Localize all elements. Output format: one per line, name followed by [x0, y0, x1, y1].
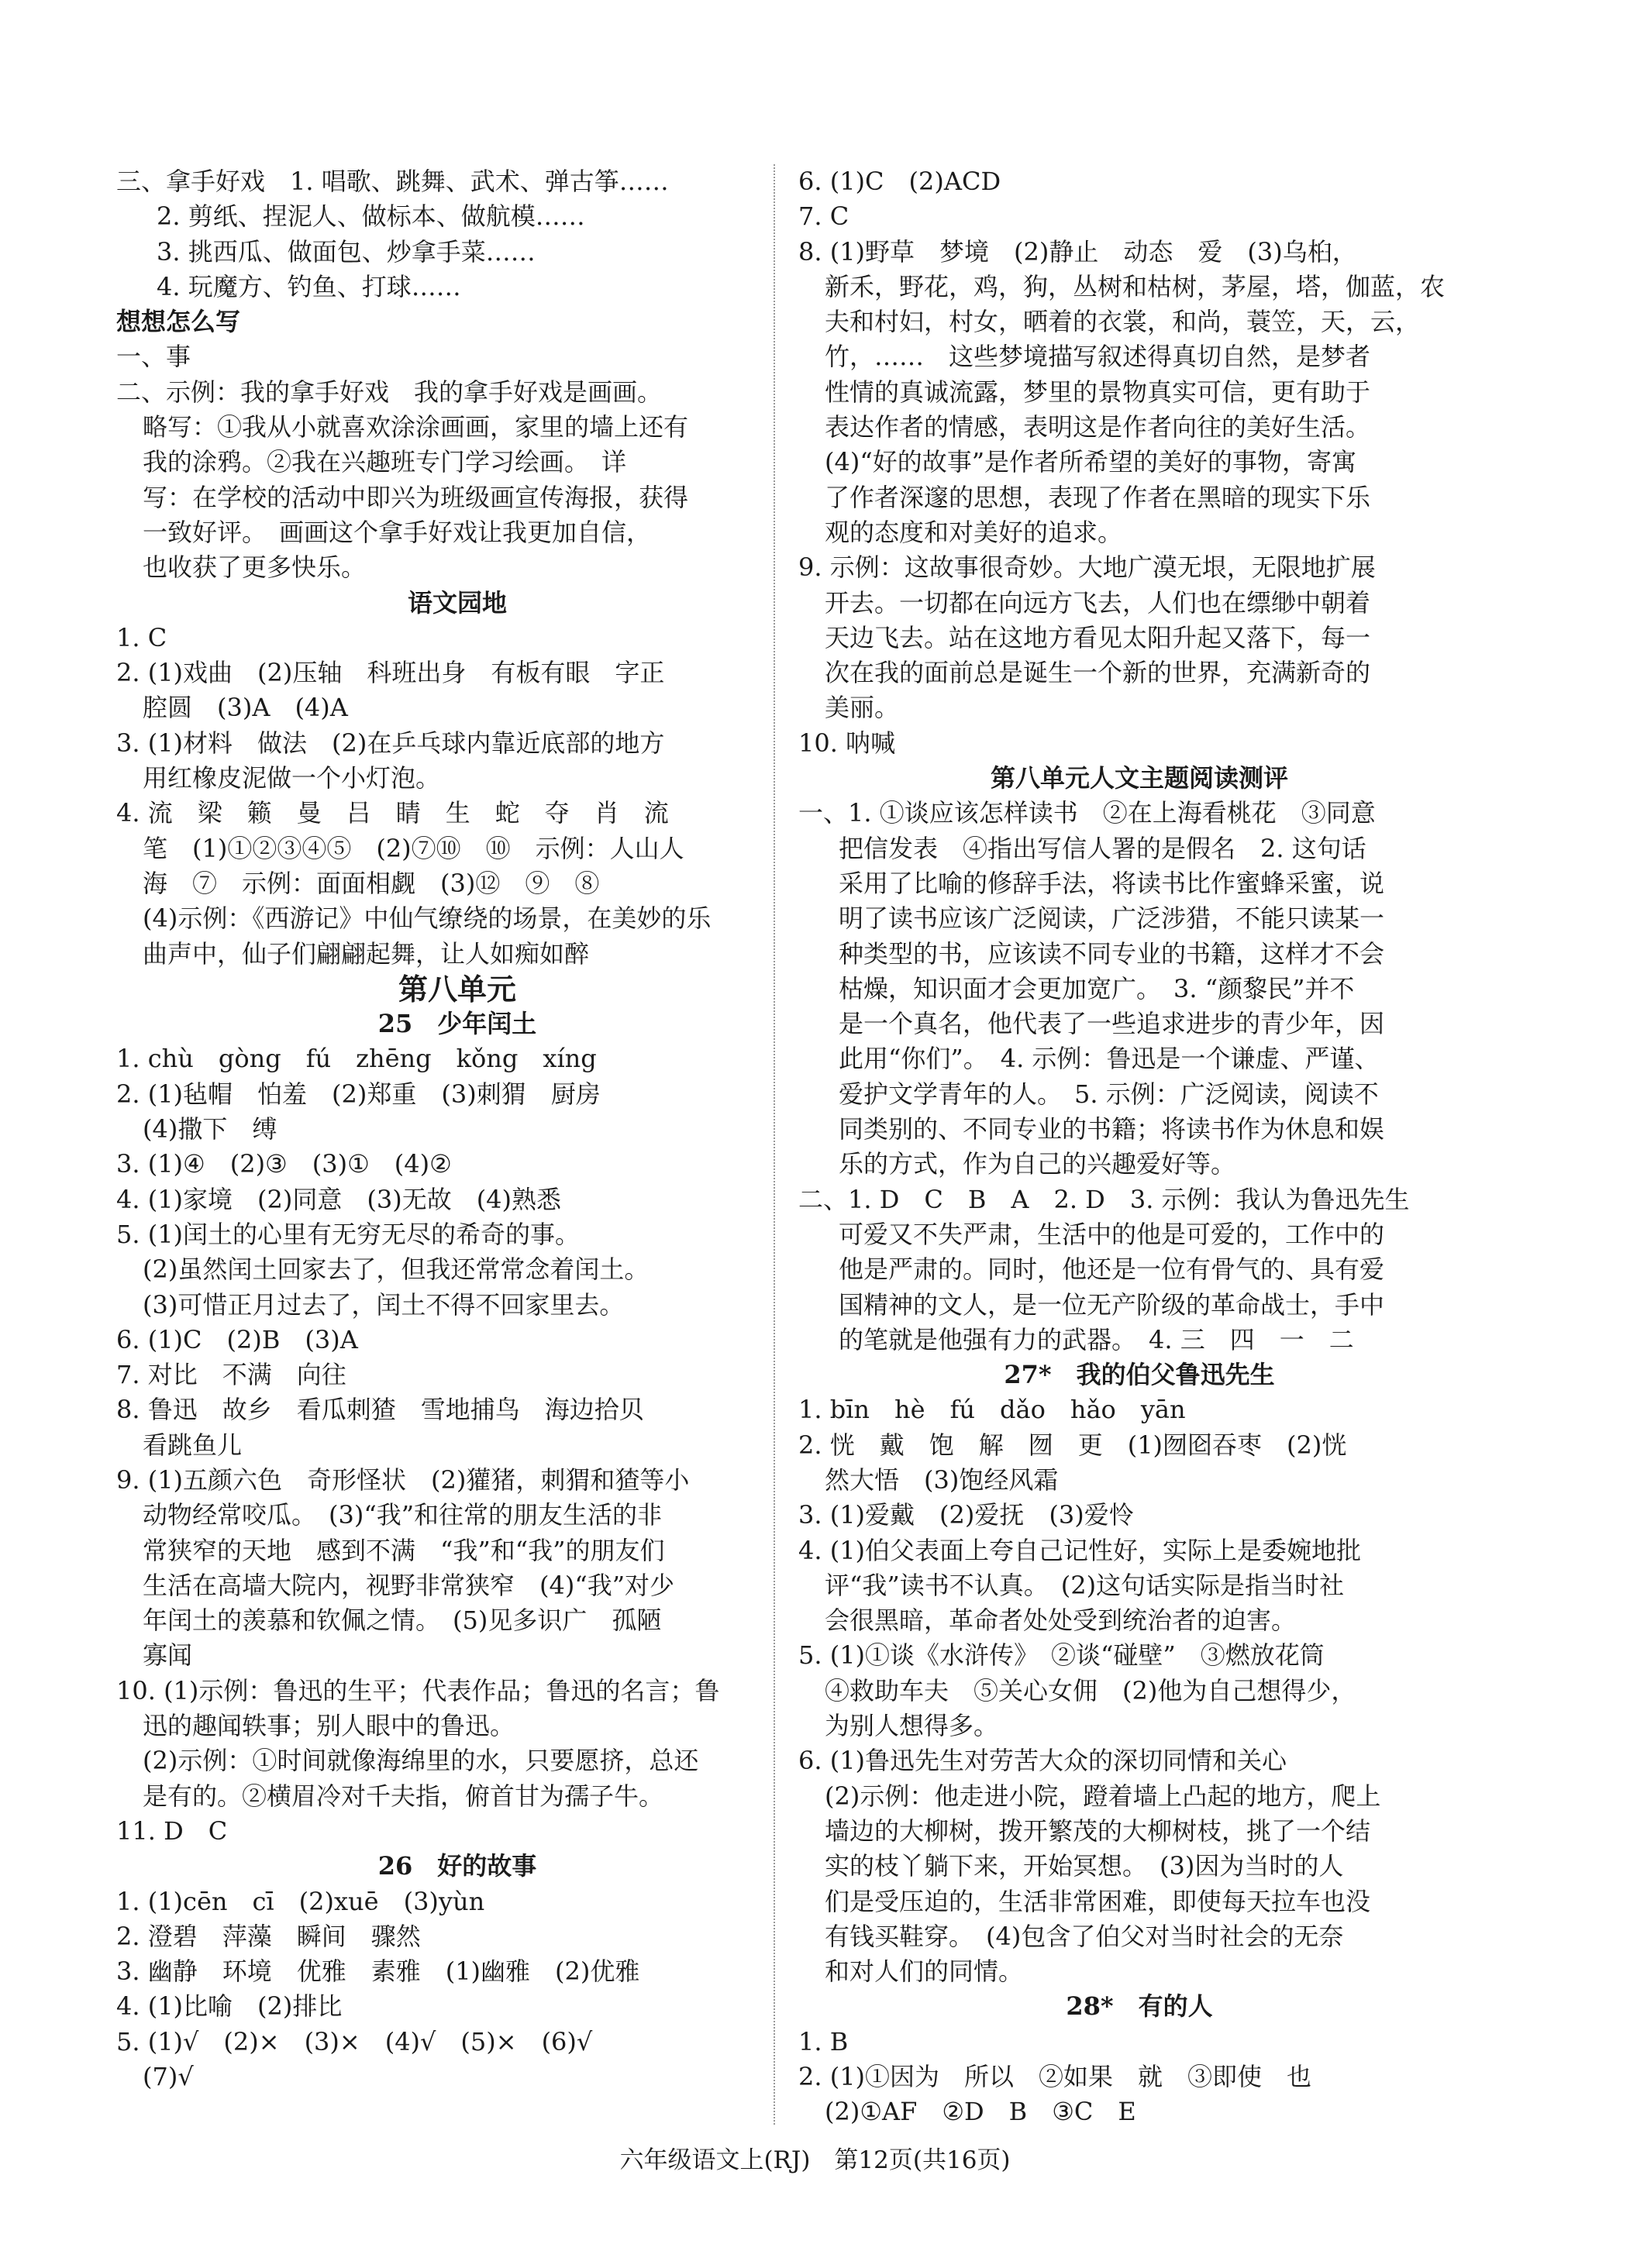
answer-line: 1. (1)cēn cī (2)xuē (3)yùn — [116, 1886, 485, 1916]
answer-line: 27* 我的伯父鲁迅先生 — [1004, 1360, 1275, 1390]
answer-line: 1. chù gòng fú zhēng kǒng xíng — [116, 1044, 597, 1074]
answer-line: ④救助车夫 ⑤关心女佣 (2)他为自己想得少， — [825, 1675, 1356, 1705]
answer-line: 可爱又不失严肃，生活中的他是可爱的，工作中的 — [839, 1219, 1385, 1249]
answer-line: 略写：①我从小就喜欢涂涂画画，家里的墙上还有 — [143, 412, 689, 442]
answer-line: 枯燥，知识面才会更加宽广。 3. “颜黎民”并不 — [839, 973, 1355, 1003]
answer-line: 了作者深邃的思想，表现了作者在黑暗的现实下乐 — [825, 482, 1371, 512]
answer-line: 用红橡皮泥做一个小灯泡。 — [143, 763, 441, 793]
answer-line: 一、1. ①谈应该怎样读书 ②在上海看桃花 ③同意 — [798, 798, 1376, 828]
answer-line: 国精神的文人，是一位无产阶级的革命战士，手中 — [839, 1289, 1385, 1320]
answer-line: 海 ⑦ 示例：面面相觑 (3)⑫ ⑨ ⑧ — [143, 868, 600, 898]
answer-line: 2. 恍 戴 饱 解 囫 更 (1)囫囵吞枣 (2)恍 — [798, 1430, 1347, 1460]
answer-line: 28* 有的人 — [1066, 1991, 1213, 2022]
answer-line: 6. (1)C (2)ACD — [798, 167, 1001, 196]
answer-line: 8. (1)野草 梦境 (2)静止 动态 爱 (3)乌桕， — [798, 236, 1357, 267]
answer-line: 二、1. D C B A 2. D 3. 示例：我认为鲁迅先生 — [798, 1184, 1410, 1214]
answer-line: 语文园地 — [407, 587, 507, 618]
answer-line: 乐的方式，作为自己的兴趣爱好等。 — [839, 1149, 1236, 1179]
answer-line: 二、示例：我的拿手好戏 我的拿手好戏是画画。 — [116, 377, 663, 407]
answer-line: 墙边的大柳树，拨开繁茂的大柳树枝，挑了一个结 — [825, 1815, 1371, 1846]
answer-line: 三、拿手好戏 1. 唱歌、跳舞、武术、弹古筝…… — [116, 167, 669, 196]
answer-line: 3. 幽静 环境 优雅 素雅 (1)幽雅 (2)优雅 — [116, 1957, 640, 1987]
answer-line: 曲声中，仙子们翩翩起舞，让人如痴如醉 — [143, 938, 590, 969]
answer-line: 10. (1)示例：鲁迅的生平；代表作品；鲁迅的名言；鲁 — [116, 1675, 720, 1705]
answer-line: 和对人们的同情。 — [825, 1957, 1024, 1987]
answer-line: 动物经常咬瓜。 (3)“我”和往常的朋友生活的非 — [143, 1500, 663, 1530]
answer-line: 11. D C — [116, 1815, 228, 1846]
answer-line: 6. (1)C (2)B (3)A — [116, 1324, 358, 1354]
answer-line: 寡闻 — [143, 1640, 193, 1671]
answer-line: (4)撒下 缚 — [143, 1114, 277, 1144]
answer-line: (4)示例：《西游记》中仙气缭绕的场景，在美妙的乐 — [143, 903, 712, 934]
answer-line: 3. (1)爱戴 (2)爱抚 (3)爱怜 — [798, 1500, 1134, 1530]
answer-line: 4. 流 梁 籁 曼 吕 睛 生 蛇 夺 肖 流 — [116, 798, 669, 828]
answer-line: 新禾，野花，鸡，狗，丛树和枯树，茅屋，塔，伽蓝，农 — [825, 271, 1446, 301]
answer-line: 2. (1)①因为 所以 ②如果 就 ③即使 也 — [798, 2062, 1312, 2092]
answer-line: 1. bīn hè fú dǎo hǎo yān — [798, 1395, 1186, 1425]
answer-line: 开去。一切都在向远方飞去，人们也在缥缈中朝着 — [825, 587, 1371, 618]
answer-line: 腔圆 (3)A (4)A — [143, 693, 348, 723]
answer-line: 生活在高墙大院内，视野非常狭窄 (4)“我”对少 — [143, 1570, 675, 1600]
answer-line: 5. (1)①谈《水浒传》 ②谈“碰壁” ③燃放花筒 — [798, 1640, 1325, 1671]
answer-line: 性情的真诚流露，梦里的景物真实可信，更有助于 — [825, 377, 1371, 407]
answer-line: 2. 剪纸、捏泥人、做标本、做航模…… — [157, 201, 585, 232]
answer-line: 2. (1)戏曲 (2)压轴 科班出身 有板有眼 字正 — [116, 658, 665, 688]
answer-line: 同类别的、不同专业的书籍；将读书作为休息和娱 — [839, 1114, 1385, 1144]
answer-line: 会很黑暗，革命者处处受到统治者的迫害。 — [825, 1605, 1297, 1636]
answer-line: 实的枝丫躺下来，开始冥想。 (3)因为当时的人 — [825, 1851, 1344, 1881]
answer-line: 8. 鲁迅 故乡 看瓜刺猹 雪地捕鸟 海边拾贝 — [116, 1395, 644, 1425]
answer-line: 美丽。 — [825, 693, 900, 723]
answer-line: 把信发表 ④指出写信人署的是假名 2. 这句话 — [839, 833, 1366, 863]
answer-line: 7. C — [798, 201, 849, 232]
answer-line: 他是严肃的。同时，他还是一位有骨气的、具有爱 — [839, 1254, 1385, 1285]
answer-line: 第八单元 — [398, 971, 516, 1007]
answer-line: (3)可惜正月过去了，闰土不得不回家里去。 — [143, 1289, 625, 1320]
answer-line: 3. 挑西瓜、做面包、炒拿手菜…… — [157, 236, 536, 267]
answer-line: 的笔就是他强有力的武器。 4. 三 四 一 二 — [839, 1324, 1354, 1354]
answer-line: 2. (1)毡帽 怕羞 (2)郑重 (3)刺猬 厨房 — [116, 1079, 601, 1109]
answer-line: 一、事 — [116, 342, 191, 372]
answer-line: 然大悟 (3)饱经风霜 — [825, 1464, 1059, 1495]
answer-line: 25 少年闰土 — [377, 1009, 537, 1039]
answer-line: 们是受压迫的，生活非常困难，即使每天拉车也没 — [825, 1886, 1371, 1916]
answer-line: 9. (1)五颜六色 奇形怪状 (2)獾猪，刺猬和猹等小 — [116, 1464, 690, 1495]
page-footer: 六年级语文上(RJ) 第12页(共16页) — [619, 2146, 1011, 2174]
answer-line: 7. 对比 不满 向往 — [116, 1360, 346, 1390]
answer-line: 种类型的书，应该读不同专业的书籍，这样才不会 — [839, 938, 1385, 969]
answer-line: (2)示例：他走进小院，蹬着墙上凸起的地方，爬上 — [825, 1781, 1381, 1811]
answer-line: 常狭窄的天地 感到不满 “我”和“我”的朋友们 — [143, 1535, 665, 1565]
answer-line: (2)①AF ②D B ③C E — [825, 2097, 1136, 2127]
answer-line: 4. 玩魔方、钓鱼、打球…… — [157, 271, 461, 301]
answer-line: (2)示例：①时间就像海绵里的水，只要愿挤，总还 — [143, 1746, 699, 1776]
answer-line: 6. (1)鲁迅先生对劳苦大众的深切同情和关心 — [798, 1746, 1287, 1776]
answer-line: (4)“好的故事”是作者所希望的美好的事物，寄寓 — [825, 447, 1357, 477]
answer-line: 我的涂鸦。②我在兴趣班专门学习绘画。 详 — [143, 447, 627, 477]
answer-line: 2. 澄碧 萍藻 瞬间 骤然 — [116, 1921, 421, 1951]
answer-line: 9. 示例：这故事很奇妙。大地广漠无垠，无限地扩展 — [798, 552, 1376, 583]
answer-line: 天边飞去。站在这地方看见太阳升起又落下，每一 — [825, 622, 1371, 652]
answer-line: 是一个真名，他代表了一些追求进步的青少年，因 — [839, 1009, 1385, 1039]
answer-line: 4. (1)伯父表面上夸自己记性好，实际上是委婉地批 — [798, 1535, 1362, 1565]
answer-line: 表达作者的情感，表明这是作者向往的美好生活。 — [825, 412, 1371, 442]
answer-line: 看跳鱼儿 — [143, 1430, 243, 1460]
column-divider — [774, 164, 775, 2125]
answer-line: 笔 (1)①②③④⑤ (2)⑦⑩ ⑩ 示例：人山人 — [143, 833, 684, 863]
answer-line: 此用“你们”。 4. 示例：鲁迅是一个谦虚、严谨、 — [839, 1044, 1380, 1074]
answer-line: 也收获了更多快乐。 — [143, 552, 367, 583]
answer-line: 迅的趣闻轶事；别人眼中的鲁迅。 — [143, 1711, 515, 1741]
answer-line: 第八单元人文主题阅读测评 — [990, 763, 1288, 793]
answer-line: 是有的。②横眉冷对千夫指，俯首甘为孺子牛。 — [143, 1781, 664, 1811]
answer-line: 明了读书应该广泛阅读，广泛涉猎，不能只读某一 — [839, 903, 1385, 934]
answer-line: 次在我的面前总是诞生一个新的世界，充满新奇的 — [825, 658, 1371, 688]
answer-line: 爱护文学青年的人。 5. 示例：广泛阅读，阅读不 — [839, 1079, 1379, 1109]
answer-line: (7)√ — [143, 2062, 194, 2092]
left-column — [116, 164, 798, 2094]
answer-line: 竹，…… 这些梦境描写叙述得真切自然，是梦者 — [825, 342, 1371, 372]
answer-line: 有钱买鞋穿。 (4)包含了伯父对当时社会的无奈 — [825, 1921, 1344, 1951]
answer-line: 5. (1)√ (2)× (3)× (4)√ (5)× (6)√ — [116, 2026, 593, 2056]
answer-line: 10. 呐喊 — [798, 728, 896, 758]
answer-line: 评“我”读书不认真。 (2)这句话实际是指当时社 — [825, 1570, 1345, 1600]
answer-line: 1. B — [798, 2026, 849, 2056]
answer-line: 写：在学校的活动中即兴为班级画宣传海报，获得 — [143, 482, 689, 512]
answer-line: (2)虽然闰土回家去了，但我还常常念着闰土。 — [143, 1254, 650, 1285]
answer-line: 4. (1)比喻 (2)排比 — [116, 1991, 343, 2022]
answer-line: 3. (1)④ (2)③ (3)① (4)② — [116, 1149, 452, 1179]
answer-line: 年闰土的羡慕和钦佩之情。 (5)见多识广 孤陋 — [143, 1605, 662, 1636]
right-column — [798, 164, 1480, 2130]
answer-line: 为别人想得多。 — [825, 1711, 999, 1741]
answer-line: 5. (1)闰土的心里有无穷无尽的希奇的事。 — [116, 1219, 581, 1249]
answer-line: 采用了比喻的修辞手法，将读书比作蜜蜂采蜜，说 — [839, 868, 1385, 898]
answer-line: 4. (1)家境 (2)同意 (3)无故 (4)熟悉 — [116, 1184, 562, 1214]
answer-line: 想想怎么写 — [116, 307, 241, 337]
answer-line: 夫和村妇，村女，晒着的衣裳，和尚，蓑笠，天，云， — [825, 307, 1421, 337]
answer-line: 观的态度和对美好的追求。 — [825, 517, 1123, 547]
answer-line: 一致好评。 画画这个拿手好戏让我更加自信， — [143, 517, 652, 547]
answer-line: 3. (1)材料 做法 (2)在乒乓球内靠近底部的地方 — [116, 728, 665, 758]
answer-line: 1. C — [116, 622, 167, 652]
answer-line: 26 好的故事 — [377, 1851, 537, 1881]
